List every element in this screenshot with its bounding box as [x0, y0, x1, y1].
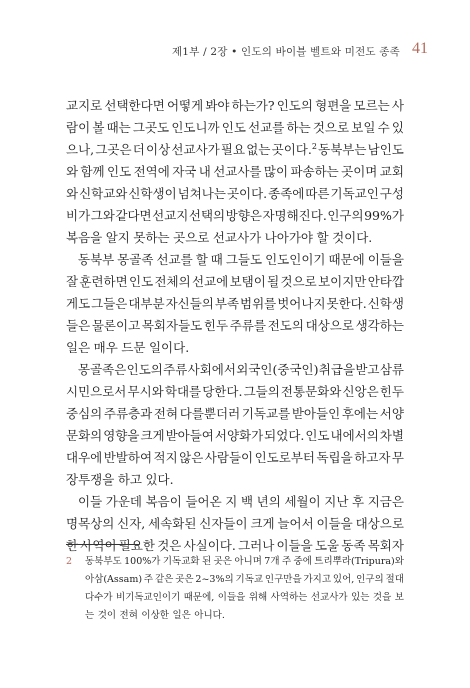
body-text-line: 몽골족은 인도의 주류 사회에서 외국인(중국인) 취급을 받고 삼류	[78, 362, 404, 377]
body-text-line: 잘 훈련하면 인도 전체의 선교에 보탬이 될 것으로 보이지만 안타깝	[66, 274, 404, 289]
page-number: 41	[412, 40, 428, 57]
body-text-line: 으나, 그곳은 더 이상 선교사가 필요 없는 곳이다.$^2$ 동북부는 남인도	[66, 141, 404, 157]
body-text-line: 일은 매우 드문 일이다.	[66, 340, 190, 355]
running-header	[171, 40, 428, 59]
body-text-line: 복음을 알지 못하는 곳으로 선교사가 나아가야 할 것이다.	[66, 230, 373, 245]
footnote-reference: 2	[311, 141, 317, 151]
body-text-line: 동북부 몽골족 선교를 할 때 그들도 인도인이기 때문에 이들을	[78, 252, 404, 267]
footnote-number: 2	[66, 556, 73, 567]
footnote-text	[85, 553, 404, 625]
footnote-divider	[66, 544, 139, 545]
body-text-line: 람이 볼 때는 그곳도 인도니까 인도 선교를 하는 것으로 보일 수 있	[66, 120, 404, 135]
footnote	[66, 553, 404, 625]
body-text-line: 한 사역이 필요한 것은 사실이다. 그러나 이들을 도울 동족 목회자	[66, 538, 404, 553]
body-text-line: 와 신학교와 신학생이 넘쳐나는 곳이다. 종족에 따른 기독교인 구성	[66, 186, 404, 201]
footnote-text-line: 다수가 비기독교인이기 때문에, 이들을 위해 사역하는 선교사가 있는 것을 보	[85, 592, 404, 603]
body-text-line: 교지로 선택한다면 어떻게 봐야 하는가? 인도의 형편을 모르는 사	[66, 98, 404, 113]
body-text-line: 게도 그들은 대부분 자신들의 부족 범위를 벗어나지 못한다. 신학생	[66, 296, 404, 311]
body-text-line: 장투쟁을 하고 있다.	[66, 472, 174, 487]
body-text-line: 문화의 영향을 크게 받아들여 서양화가 되었다. 인도 내에서의 차별	[66, 428, 404, 443]
body-text-line: 대우에 반발하여 적지 않은 사람들이 인도로부터 독립을 하고자 무	[66, 450, 404, 465]
body-text-line: 와 함께 인도 전역에 자국 내 선교사를 많이 파송하는 곳이며 교회	[66, 164, 404, 179]
body-text-line: 중심의 주류층과 전혀 다를뿐더러 기독교를 받아들인 후에는 서양	[66, 406, 404, 421]
footnote-text-line: 는 것이 전혀 이상한 일은 아니다.	[85, 610, 225, 621]
body-text-line: 들은 물론이고 목회자들도 힌두 주류를 전도의 대상으로 생각하는	[66, 318, 404, 333]
footnote-text-line: 아삼(Assam) 주 같은 곳은 2~3%의 기독교 인구만을 가지고 있어, 인구의 절대	[85, 574, 404, 585]
body-text-line: 명목상의 신자, 세속화된 신자들이 크게 늘어서 이들을 대상으로	[66, 516, 404, 531]
body-text-line: 시민으로서 무시와 학대를 당한다. 그들의 전통문화와 신앙은 힌두	[66, 384, 404, 399]
running-title: 제1부 / 2장 • 인도의 바이블 벨트와 미전도 종족	[171, 46, 400, 58]
footnote-text-line: 동북부도 100%가 기독교화 된 곳은 아니며 7개 주 중에 트리뿌라(Tripura)와	[85, 556, 404, 567]
body-text	[66, 95, 404, 557]
body-text-line: 이들 가운데 복음이 들어온 지 백 년의 세월이 지난 후 지금은	[78, 494, 404, 509]
body-text-line: 비가 그와 같다면 선교지 선택의 방향은 자명해진다. 인구의 99%가	[66, 208, 404, 223]
